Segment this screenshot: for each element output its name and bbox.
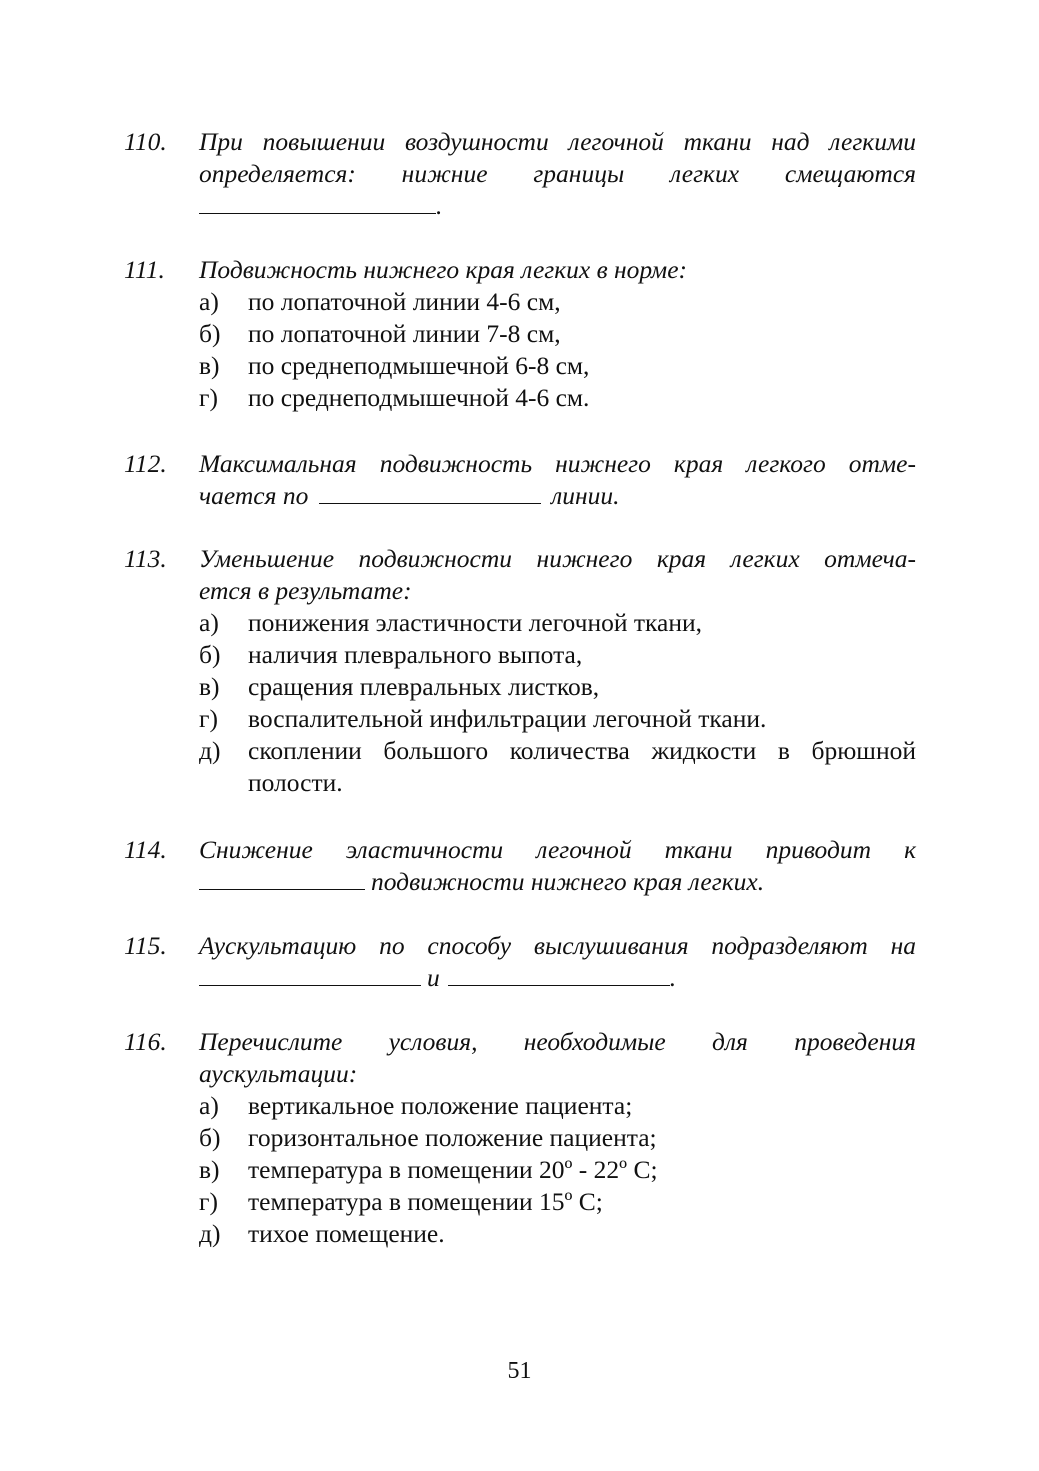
question-number: 113. [124, 544, 167, 573]
option-letter: д) [199, 1219, 221, 1248]
option-text: по лопаточной линии 7-8 см, [248, 319, 561, 348]
option-letter: г) [199, 1187, 218, 1216]
question-text-line: Снижение эластичности легочной ткани приводит к [199, 835, 916, 864]
question-text-line: ется в результате: [199, 576, 412, 605]
option-text: горизонтальное положение пациента; [248, 1123, 657, 1152]
option-letter: б) [199, 1123, 221, 1152]
answer-option[interactable] [199, 318, 916, 350]
answer-option[interactable] [199, 735, 916, 799]
page-number: 51 [507, 1358, 532, 1384]
answer-option[interactable] [199, 1218, 916, 1250]
answer-option[interactable] [199, 350, 916, 382]
question-text-line: аускультации: [199, 1059, 358, 1088]
answer-option[interactable] [199, 1154, 916, 1186]
answer-blank[interactable] [199, 963, 421, 986]
text-suffix: . [669, 963, 677, 992]
answer-option[interactable] [199, 671, 916, 703]
question-number: 110. [124, 127, 167, 156]
option-letter: г) [199, 383, 218, 412]
answer-options [199, 1090, 916, 1250]
question-number: 112. [124, 449, 167, 478]
option-letter: а) [199, 608, 219, 637]
option-text: тихое помещение. [248, 1219, 445, 1248]
question-number: 114. [124, 835, 167, 864]
answer-option[interactable] [199, 607, 916, 639]
text-suffix: линии. [551, 481, 620, 510]
option-letter: а) [199, 287, 219, 316]
answer-option[interactable] [199, 1186, 916, 1218]
answer-option[interactable] [199, 1122, 916, 1154]
text-suffix: подвижности нижнего края легких. [371, 867, 765, 896]
option-letter: а) [199, 1091, 219, 1120]
option-text: температура в помещении 15º С; [248, 1187, 603, 1216]
question-text-line: определяется: нижние границы легких смещаются [199, 159, 916, 188]
answer-option[interactable] [199, 703, 916, 735]
question-116 [124, 1026, 916, 1250]
answer-blank[interactable] [319, 481, 541, 504]
question-number: 111. [124, 255, 165, 284]
question-text-line [199, 866, 916, 898]
question-text-line [199, 480, 916, 512]
question-text-line: Максимальная подвижность нижнего края легкого отме- [199, 449, 916, 478]
question-number: 115. [124, 931, 167, 960]
answer-option[interactable] [199, 382, 916, 414]
answer-blank-line [199, 190, 916, 222]
question-text-line: Перечислите условия, необходимые для проведения [199, 1027, 916, 1056]
option-letter: в) [199, 1155, 220, 1184]
answer-option[interactable] [199, 639, 916, 671]
option-text: скоплении большого количества жидкости в брюшной полости. [248, 736, 916, 797]
option-text: по лопаточной линии 4-6 см, [248, 287, 561, 316]
option-text: воспалительной инфильтрации легочной ткани. [248, 704, 767, 733]
question-number: 116. [124, 1027, 167, 1056]
question-text-line [199, 962, 916, 994]
option-letter: г) [199, 704, 218, 733]
question-113 [124, 543, 916, 799]
answer-options [199, 286, 916, 414]
answer-option[interactable] [199, 1090, 916, 1122]
text-prefix: чается по [199, 481, 309, 510]
option-text: температура в помещении 20º - 22º С; [248, 1155, 658, 1184]
option-text: сращения плевральных листков, [248, 672, 600, 701]
option-text: наличия плеврального выпота, [248, 640, 583, 669]
option-letter: б) [199, 319, 221, 348]
question-112 [124, 448, 916, 512]
question-114 [124, 834, 916, 898]
question-text-line: При повышении воздушности легочной ткани над легкими [199, 127, 916, 156]
option-text: по среднеподмышечной 6-8 см, [248, 351, 590, 380]
option-letter: б) [199, 640, 221, 669]
answer-blank[interactable] [448, 963, 670, 986]
question-110 [124, 126, 916, 222]
question-text-line: Уменьшение подвижности нижнего края легких отмеча- [199, 544, 916, 573]
answer-options [199, 607, 916, 799]
question-text: Подвижность нижнего края легких в норме: [199, 255, 687, 284]
text-middle: и [427, 963, 440, 992]
answer-option[interactable] [199, 286, 916, 318]
option-letter: в) [199, 672, 220, 701]
option-text: понижения эластичности легочной ткани, [248, 608, 702, 637]
question-text-line: Аускультацию по способу выслушивания подразделяют на [199, 931, 916, 960]
option-text: по среднеподмышечной 4-6 см. [248, 383, 590, 412]
answer-blank[interactable] [199, 867, 365, 890]
answer-blank[interactable] [199, 191, 436, 214]
option-text: вертикальное положение пациента; [248, 1091, 633, 1120]
option-letter: д) [199, 736, 221, 765]
question-111 [124, 254, 916, 414]
option-letter: в) [199, 351, 220, 380]
question-115 [124, 930, 916, 994]
blank-suffix: . [436, 191, 443, 220]
